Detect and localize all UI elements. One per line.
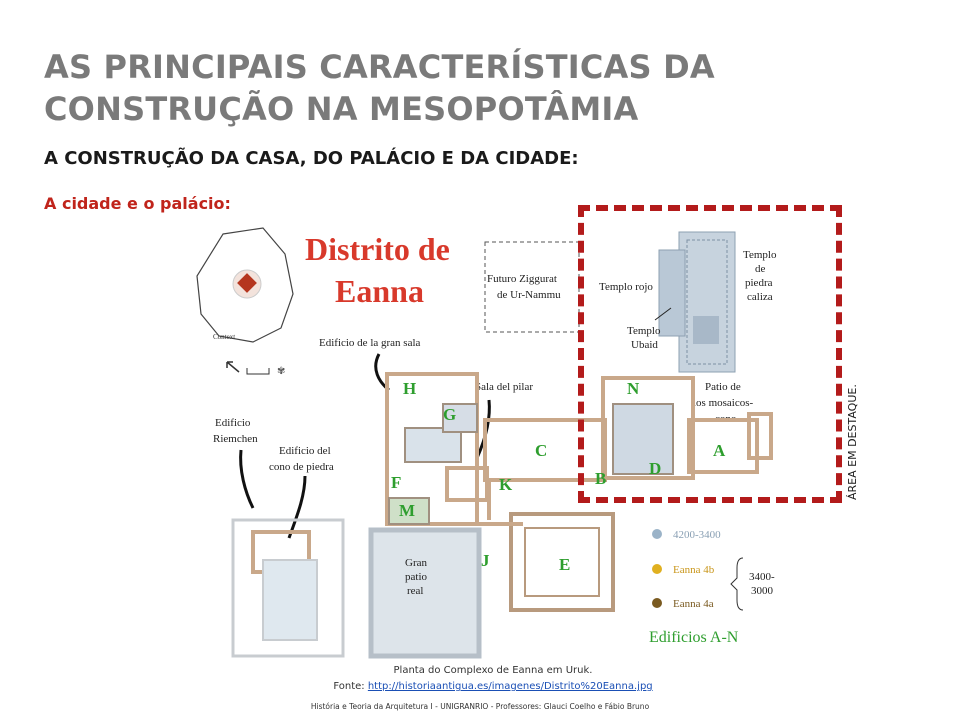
caption-line-1: Planta do Complexo de Eanna em Uruk. — [393, 665, 593, 676]
templo-piedra-label-3: piedra — [745, 277, 773, 289]
letter-m: M — [399, 501, 416, 520]
map-title-line-2: Eanna — [335, 273, 424, 309]
highlight-label: ÁREA EM DESTAQUE. — [846, 384, 859, 500]
letter-k: K — [499, 475, 513, 494]
legend-range-2: 3000 — [751, 585, 773, 597]
letter-f: F — [391, 473, 402, 492]
slide-subtitle: A CONSTRUÇÃO DA CASA, DO PALÁCIO E DA CIDADE: — [44, 148, 579, 169]
futuro-label-2: de Ur-Nammu — [497, 289, 561, 301]
context-inset — [197, 228, 293, 377]
letter-d: D — [649, 459, 662, 478]
letter-j: J — [481, 551, 490, 570]
context-label: Context — [213, 333, 236, 341]
riemchen-label-1: Edificio — [215, 417, 251, 429]
legend-item-3: Eanna 4a — [673, 598, 714, 610]
legend-range-1: 3400- — [749, 571, 775, 583]
gran-patio-label-1: Gran — [405, 557, 427, 569]
templo-piedra-label-2: de — [755, 263, 766, 275]
letter-b: B — [595, 469, 607, 488]
scale-glyph-icon: ✾ — [277, 366, 286, 377]
cono-label-2: cono de piedra — [269, 461, 334, 473]
north-arrow-icon — [227, 362, 239, 372]
highlight-frame — [578, 205, 842, 503]
scale-bar-icon — [247, 368, 269, 374]
patio-label-1: Patio de — [705, 381, 741, 393]
letter-n: N — [627, 379, 640, 398]
templo-ubaid-label-1: Templo — [627, 325, 661, 337]
cono-label-1: Edificio del — [279, 445, 331, 457]
map-legend — [649, 529, 775, 646]
patio-label-3: cono — [715, 413, 737, 425]
caption-line-2 — [193, 679, 793, 695]
caption-prefix: Fonte: — [333, 681, 368, 692]
templo-rojo-label: Templo rojo — [599, 281, 653, 293]
legend-item-2: Eanna 4b — [673, 564, 715, 576]
letter-h: H — [403, 379, 417, 398]
templo-ubaid-label-2: Ubaid — [631, 339, 658, 351]
legend-swatch-blue — [652, 529, 662, 539]
letter-c: C — [535, 441, 548, 460]
legend-swatch-gold — [652, 564, 662, 574]
map-title-line-1: Distrito de — [305, 231, 450, 267]
legend-item-1: 4200-3400 — [673, 529, 721, 541]
section-heading: A cidade e o palácio: — [44, 194, 231, 213]
templo-piedra-label-4: caliza — [747, 291, 773, 303]
legend-footer: Edificios A-N — [649, 629, 739, 646]
templo-piedra-label-1: Templo — [743, 249, 777, 261]
letter-g: G — [443, 405, 457, 424]
slide-title — [44, 46, 844, 130]
legend-swatch-brown — [652, 598, 662, 608]
futuro-label-1: Futuro Ziggurat — [487, 273, 557, 285]
riemchen-label-2: Riemchen — [213, 433, 258, 445]
slide-footer: História e Teoria da Arquitetura I - UNIGRANRIO - Professores: Glauci Coelho e Fábio Bruno — [310, 702, 650, 711]
gran-sala-label: Edificio de la gran sala — [319, 337, 421, 349]
sala-pilar-label: Sala del pilar — [475, 381, 534, 393]
patio-label-2: los mosaicos- — [693, 397, 754, 409]
figure-caption — [193, 663, 793, 695]
gran-patio-label-3: real — [407, 585, 424, 597]
ziggurat-outline — [485, 242, 579, 332]
letter-a: A — [713, 441, 726, 460]
title-line-1: AS PRINCIPAIS CARACTERÍSTICAS DA — [44, 48, 715, 86]
letter-e: E — [559, 555, 571, 574]
gran-patio-label-2: patio — [405, 571, 427, 583]
source-link[interactable]: http://historiaantigua.es/imagenes/Distrito%20Eanna.jpg — [367, 681, 653, 692]
title-line-2: CONSTRUÇÃO NA MESOPOTÂMIA — [44, 90, 639, 128]
